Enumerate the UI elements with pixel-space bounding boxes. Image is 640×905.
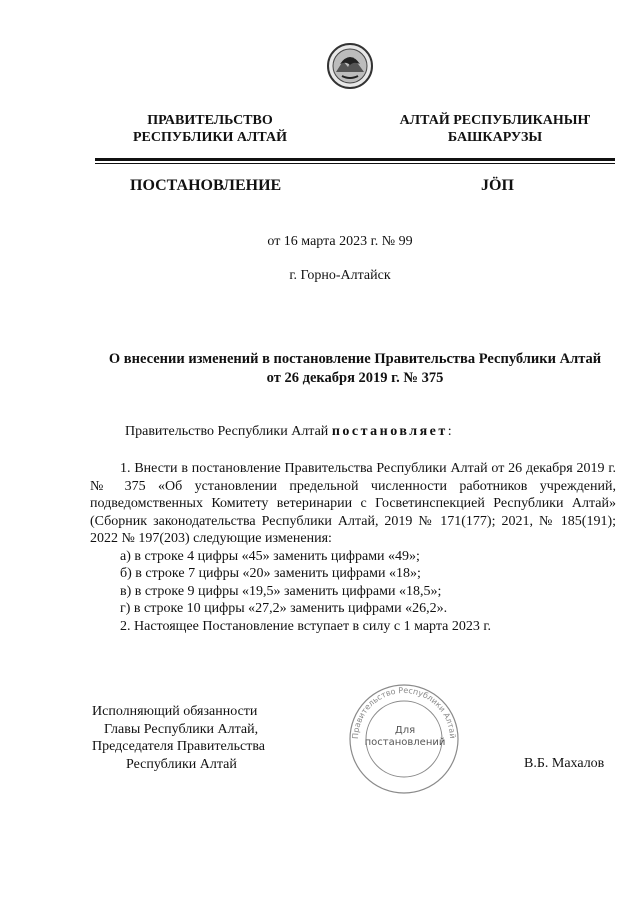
signatory-name: В.Б. Махалов [524,756,605,771]
signatory-line-4: Республики Алтай [126,756,237,772]
signatory-line-3: Председателя Правительства [92,739,266,754]
signatory-title [92,703,265,773]
body-paragraph-1: 1. Внести в постановление Правительства Республики Алтай от 26 декабря 2019 г. № 375 «Об установлении предельной численности работников учреждений, подведомственных Комитету ветеринарии с Госветинспекцией Республики Алтай» (Сборник законодательства Республики Алтай, 2019 № 171(177); 2021, № 185(191); 2022 № 197(203) следующие изменения: [90,461,616,546]
signatory-line-1: Исполняющий обязанности [92,704,258,719]
doc-type-alt: JӦП [481,177,514,194]
body-item-a: а) в строке 4 цифры «45» заменить цифрами «49»; [120,548,420,564]
body-item-b: б) в строке 7 цифры «20» заменить цифрами «18»; [120,566,421,581]
body-item-v: в) в строке 9 цифры «19,5» заменить цифрами «18,5»; [120,583,442,599]
document-date-number: от 16 марта 2023 г. № 99 [267,234,413,249]
preamble-suffix: : [447,424,452,439]
doc-type-ru: ПОСТАНОВЛЕНИЕ [130,177,282,194]
signatory-line-2: Главы Республики Алтай, [104,721,259,737]
preamble [125,424,452,440]
stamp-center-line-1: Для [394,725,416,736]
coat-of-arms-emblem [326,42,374,90]
document-title: О внесении изменений в постановление Правительства Республики Алтай от 26 декабря 2019 г. № 375 [108,351,602,386]
body-item-g: г) в строке 10 цифры «27,2» заменить цифрами «26,2». [120,601,448,616]
preamble-prefix: Правительство Республики Алтай [125,424,332,439]
preamble-verb: постановляет [331,424,448,439]
document-city: г. Горно-Алтайск [289,268,391,283]
stamp-ring-text: Правительство Республики Алтай [350,685,458,740]
document-body [90,460,616,635]
header-government-ru: ПРАВИТЕЛЬСТВО РЕСПУБЛИКИ АЛТАЙ [132,113,288,145]
header-divider-thick [95,158,615,161]
body-paragraph-2: 2. Настоящее Постановление вступает в силу с 1 марта 2023 г. [120,618,492,634]
stamp-center-line-2: постановлений [364,737,446,748]
header-government-alt: АЛТАЙ РЕСПУБЛИКАНЫҤ БАШКАРУЗЫ [399,113,591,145]
stamp-center-text [355,725,455,749]
header-divider-thin [95,163,615,164]
